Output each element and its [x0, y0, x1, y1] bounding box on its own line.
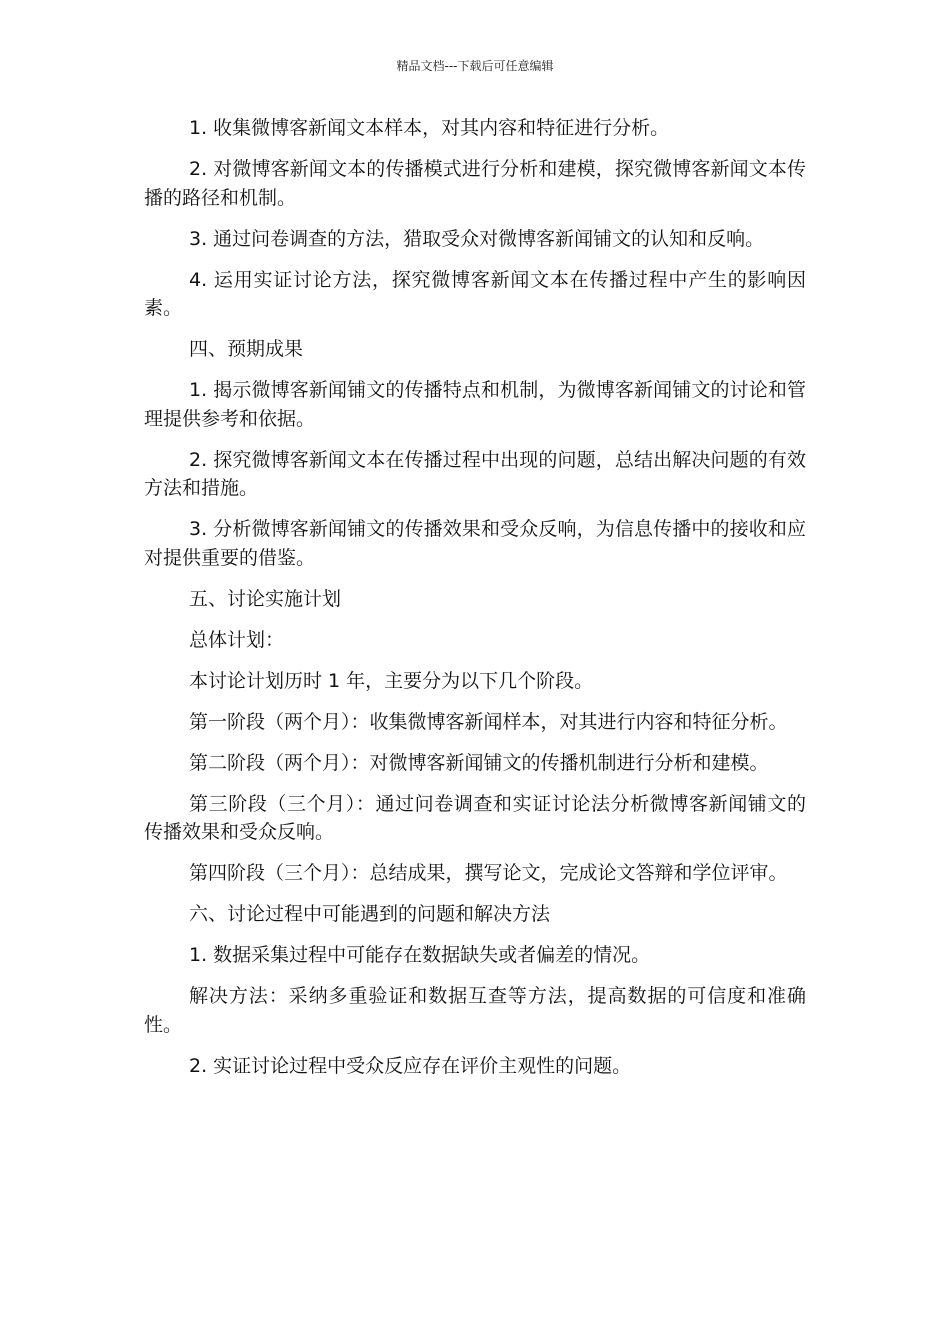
paragraph-problem-1: 1. 数据采集过程中可能存在数据缺失或者偏差的情况。: [189, 944, 651, 966]
paragraph-questionnaire: 3. 通过问卷调查的方法，猎取受众对微博客新闻铺文的认知和反响。: [189, 227, 765, 250]
paragraph-solution-1: 解决方法：采纳多重验证和数据互查等方法，提高数据的可信度和准确性。: [144, 985, 806, 1036]
paragraph-empirical-method: 4. 运用实证讨论方法，探究微博客新闻文本在传播过程中产生的影响因素。: [144, 268, 806, 319]
section-heading-expected-results: 四、预期成果: [189, 338, 304, 360]
paragraph-collect-samples: 1. 收集微博客新闻文本样本，对其内容和特征进行分析。: [189, 117, 670, 139]
paragraph-overall-plan-label: 总体计划：: [189, 628, 285, 651]
paragraph-phase-1: 第一阶段（两个月）：收集微博客新闻样本，对其进行内容和特征分析。: [189, 710, 788, 733]
paragraph-result-1: 1. 揭示微博客新闻铺文的传播特点和机制，为微博客新闻铺文的讨论和管理提供参考和依据。: [144, 379, 806, 430]
page-header: 精品文档---下载后可任意编辑: [396, 59, 554, 73]
paragraph-problem-2: 2. 实证讨论过程中受众反应存在评价主观性的问题。: [189, 1054, 632, 1077]
paragraph-result-3: 3. 分析微博客新闻铺文的传播效果和受众反响，为信息传播中的接收和应对提供重要的借鉴。: [144, 518, 806, 569]
section-heading-implementation-plan: 五、讨论实施计划: [189, 587, 342, 610]
paragraph-phase-3: 第三阶段（三个月）：通过问卷调查和实证讨论法分析微博客新闻铺文的传播效果和受众反响。: [144, 792, 806, 843]
paragraph-phase-2: 第二阶段（两个月）：对微博客新闻铺文的传播机制进行分析和建模。: [189, 751, 769, 774]
document-body: [144, 114, 806, 1093]
paragraph-result-2: 2. 探究微博客新闻文本在传播过程中出现的问题，总结出解决问题的有效方法和措施。: [144, 448, 806, 499]
paragraph-plan-duration: 本讨论计划历时 1 年，主要分为以下几个阶段。: [189, 669, 594, 692]
paragraph-phase-4: 第四阶段（三个月）：总结成果，撰写论文，完成论文答辩和学位评审。: [189, 862, 788, 884]
section-heading-problems-solutions: 六、讨论过程中可能遇到的问题和解决方法: [189, 903, 551, 925]
paragraph-model-propagation: 2. 对微博客新闻文本的传播模式进行分析和建模，探究微博客新闻文本传播的路径和机制。: [144, 158, 806, 209]
